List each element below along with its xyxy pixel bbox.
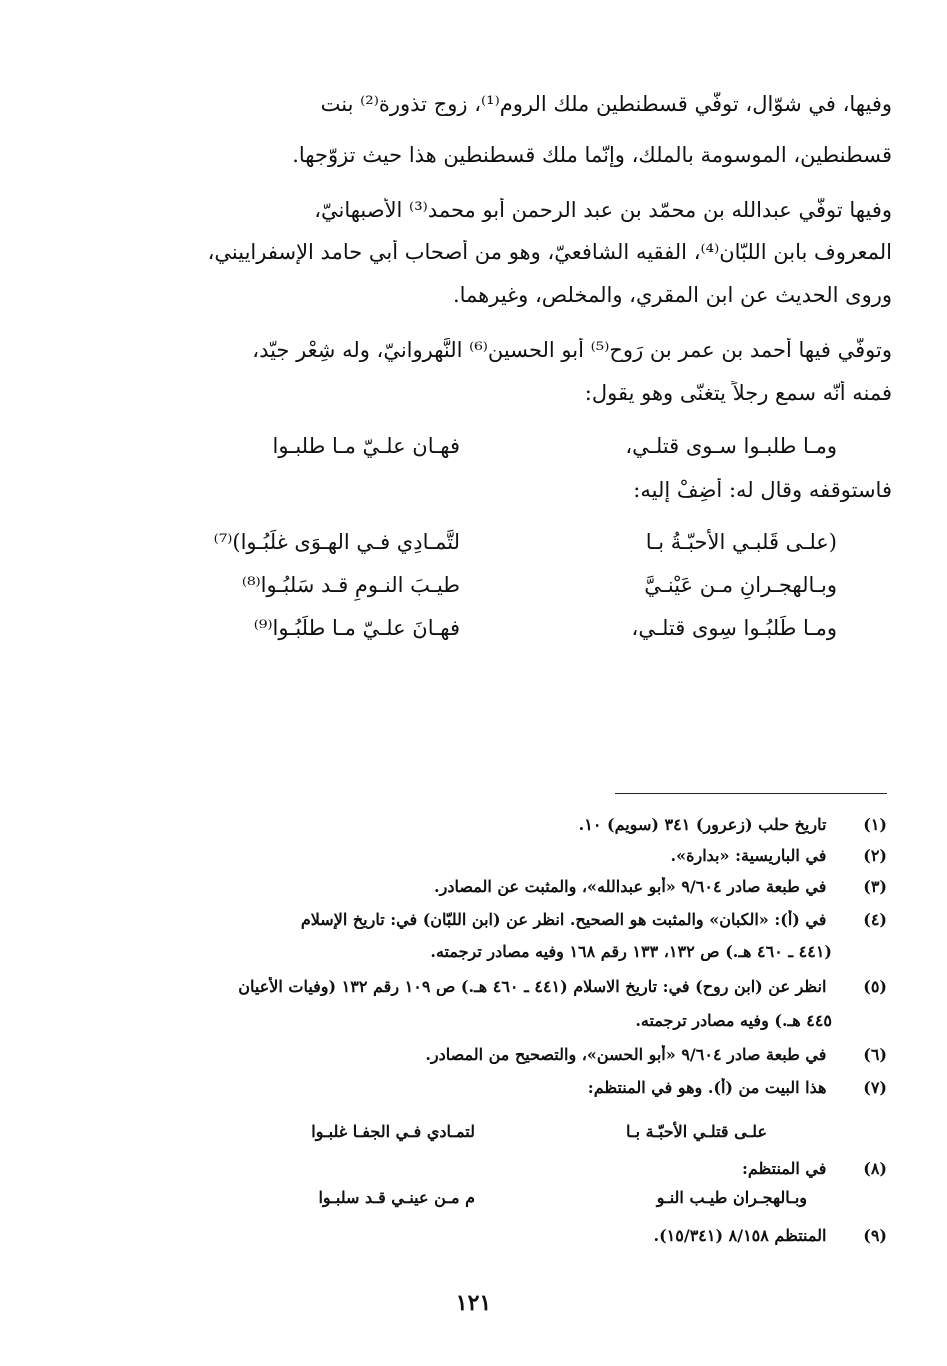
body-line-bridge: فاستوقفه وقال له: أضِفْ إليه:	[633, 478, 892, 502]
footnote-text: في طبعة صادر ٩/٦٠٤ «أبو الحسن»، والتصحيح من المصادر.	[425, 1045, 827, 1064]
body-line-2: قسطنطين، الموسومة بالملك، وإنّما ملك قسطنطين هذا حيث تزوّجها.	[292, 143, 892, 167]
footnote-verse-left: م مـن عينـي قـد سلبـوا	[318, 1188, 475, 1207]
verse-hemistich-left: فهـانَ علـيّ مـا طلَبُـوا⁽⁹⁾	[253, 616, 460, 640]
footnote-2	[80, 846, 887, 865]
footnote-text: انظر عن (ابن روح) في: تاريخ الاسلام (٤٤١ ـ ٤٦٠ هـ.) ص ١٠٩ رقم ١٣٢ (وفيات الأعيان	[238, 977, 827, 996]
body-line-3: وفيها توفّي عبدالله بن محمّد بن عبد الرحمن أبو محمد⁽³⁾ الأصبهانيّ،	[314, 198, 892, 222]
footnote-5	[80, 977, 887, 996]
body-line-4: المعروف بابن اللبّان⁽⁴⁾، الفقيه الشافعيّ، وهو من أصحاب أبي حامد الإسفراييني،	[207, 240, 892, 264]
footnote-8	[80, 1159, 887, 1178]
footnote-4-continuation: (٤٤١ ـ ٤٦٠ هـ.) ص ١٣٢، ١٣٣ رقم ١٦٨ وفيه مصادر ترجمته.	[430, 942, 832, 961]
verse-hemistich-left: فهـان علـيّ مـا طلبـوا	[272, 434, 460, 458]
page-number: ١٢١	[455, 1290, 492, 1316]
footnote-number: (١)	[863, 815, 887, 834]
footnote-number: (٩)	[863, 1226, 887, 1245]
footnote-number: (٣)	[863, 877, 887, 896]
footnote-divider	[615, 793, 887, 794]
body-line-1: وفيها، في شوّال، توفّي قسطنطين ملك الروم⁽¹⁾، زوج تذورة⁽²⁾ بنت	[320, 92, 892, 116]
footnote-text: في طبعة صادر ٩/٦٠٤ «أبو عبدالله»، والمثبت عن المصادر.	[434, 877, 827, 896]
verse-hemistich-left: لتَّمـادِي فـي الهـوَى غلَبُـوا)⁽⁷⁾	[213, 530, 460, 554]
body-line-5: وروى الحديث عن ابن المقري، والمخلص، وغيرهما.	[452, 283, 892, 307]
verse-hemistich-left: طيـبَ النـومِ قـد سَلبُـوا⁽⁸⁾	[241, 573, 460, 597]
body-line-6: وتوفّي فيها أحمد بن عمر بن رَوح⁽⁵⁾ أبو الحسين⁽⁶⁾ النَّهروانيّ، وله شِعْر جيّد،	[252, 338, 892, 362]
footnote-text: في الباريسية: «بدارة».	[670, 846, 827, 865]
footnote-verse-left: لتمـادي فـي الجفـا غلبـوا	[311, 1122, 475, 1141]
footnote-number: (٤)	[863, 910, 887, 929]
footnote-1	[80, 815, 887, 834]
body-line-7: فمنه أنّه سمع رجلاً يتغنّى وهو يقول:	[584, 381, 892, 405]
verse-hemistich-right: (علـى قَلبـي الأحبّـةُ بـا	[645, 530, 837, 554]
footnote-text: هذا البيت من (أ). وهو في المنتظم:	[587, 1078, 827, 1097]
footnote-text: المنتظم ٨/١٥٨ (١٥/٣٤١).	[653, 1226, 827, 1245]
footnote-7	[80, 1078, 887, 1097]
footnote-number: (٨)	[863, 1159, 887, 1178]
footnote-6	[80, 1045, 887, 1064]
verse-hemistich-right: ومـا طَلبُـوا سِوى قتلـي،	[631, 616, 837, 640]
footnote-number: (٧)	[863, 1078, 887, 1097]
footnote-9	[80, 1226, 887, 1245]
footnote-verse-right: وبـالهجـران طيـب النـو	[656, 1188, 807, 1207]
footnote-3	[80, 877, 887, 896]
footnote-number: (٥)	[863, 977, 887, 996]
footnote-text: في (أ): «الكبان» والمثبت هو الصحيح. انظر عن (ابن اللبّان) في: تاريخ الإسلام	[300, 910, 827, 929]
footnote-4	[80, 910, 887, 929]
footnote-5-continuation: ٤٤٥ هـ.) وفيه مصادر ترجمته.	[635, 1011, 832, 1030]
verse-hemistich-right: وبـالهجـرانِ مـن عَيْنـيَّ	[644, 573, 837, 597]
verse-hemistich-right: ومـا طلبـوا سـوى قتلـي،	[625, 434, 837, 458]
footnote-text: تاريخ حلب (زعرور) ٣٤١ (سويم) ١٠.	[578, 815, 827, 834]
footnote-number: (٦)	[863, 1045, 887, 1064]
footnote-text: في المنتظم:	[741, 1159, 827, 1178]
footnote-number: (٢)	[863, 846, 887, 865]
footnote-verse-right: علـى قتلـي الأحبّـة بـا	[626, 1122, 767, 1141]
